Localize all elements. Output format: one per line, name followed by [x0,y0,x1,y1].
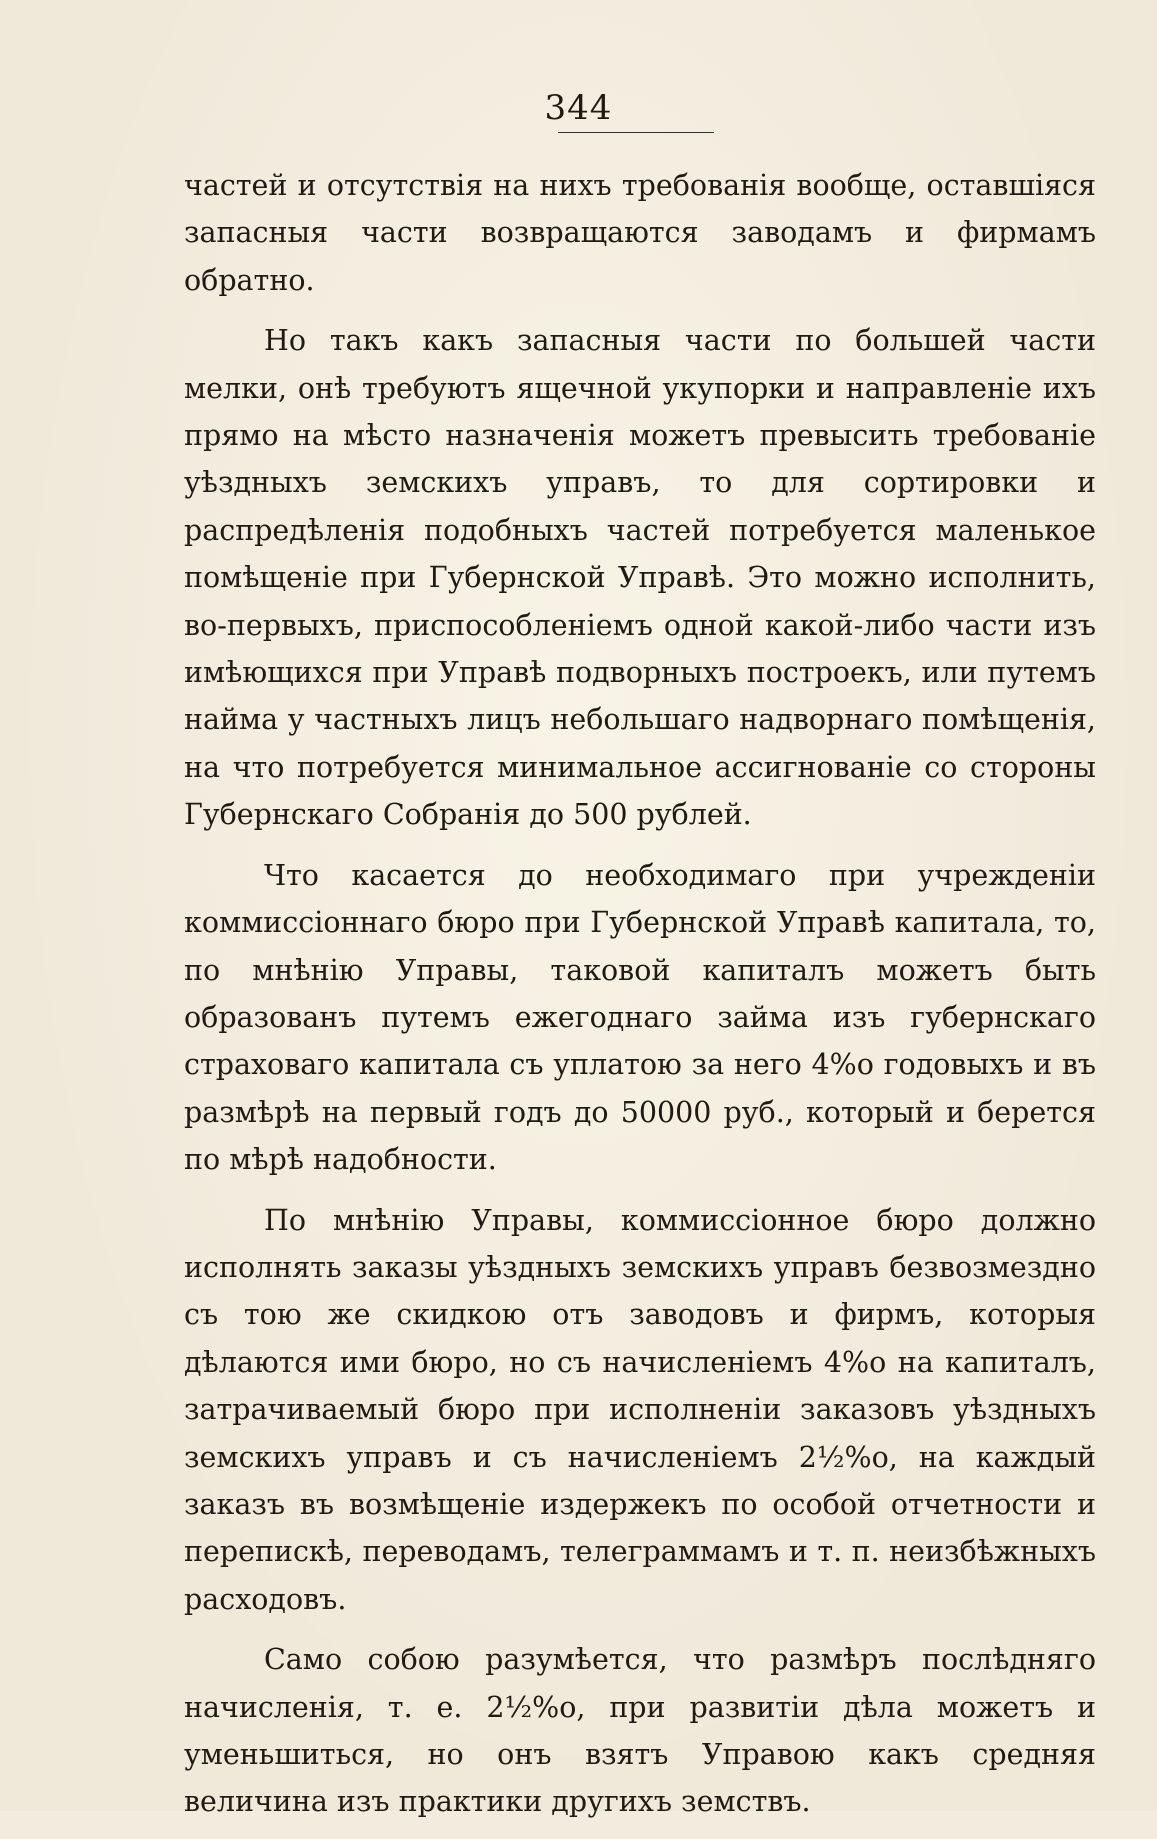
paragraph-3: Что касается до необходимаго при учрежденіи коммиссіоннаго бюро при Губернской Управѣ капитала, то, по мнѣнію Управы, таковой капиталъ можетъ быть образованъ путемъ ежегоднаго займа изъ губернскаго страховаго капитала съ уплатою за него 4%о годовыхъ и въ размѣрѣ на первый годъ до 50000 руб., который и берется по мѣрѣ надобности. [184,858,1096,1177]
body-text [184,162,1096,1839]
paragraph-5: Само собою разумѣется, что размѣръ послѣдняго начисленія, т. е. 2½%о, при развитіи дѣла можетъ и уменьшиться, но онъ взятъ Управою какъ средняя величина изъ практики другихъ земствъ. [184,1643,1096,1819]
header-rule [558,132,714,133]
paragraph-2: Но такъ какъ запасныя части по большей части мелки, онѣ требуютъ ящечной укупорки и направленіе ихъ прямо на мѣсто назначенія можетъ превысить требованіе уѣздныхъ земскихъ управъ, то для сортировки и распредѣленія подобныхъ частей потребуется маленькое помѣщеніе при Губернской Управѣ. Это можно исполнить, во-первыхъ, приспособленіемъ одной какой-либо части изъ имѣющихся при Управѣ подворныхъ построекъ, или путемъ найма у частныхъ лицъ небольшаго надворнаго помѣщенія, на что потребуется минимальное ассигнованіе со стороны Губернскаго Собранія до 500 рублей. [184,324,1096,832]
page-number: 344 [544,88,613,128]
paragraph-4: По мнѣнію Управы, коммиссіонное бюро должно исполнять заказы уѣздныхъ земскихъ управъ безвозмездно съ тою же скидкою отъ заводовъ и фирмъ, которыя дѣлаются ими бюро, но съ начисленіемъ 4%о на капиталъ, затрачиваемый бюро при исполненіи заказовъ уѣздныхъ земскихъ управъ и съ начисленіемъ 2½%о, на каждый заказъ въ возмѣщеніе издержекъ по особой отчетности и перепискѣ, переводамъ, телеграммамъ и т. п. неизбѣжныхъ расходовъ. [184,1203,1096,1616]
paragraph-1: частей и отсутствія на нихъ требованія вообще, оставшіяся запасныя части возвращаются заводамъ и фирмамъ обратно. [184,169,1096,297]
